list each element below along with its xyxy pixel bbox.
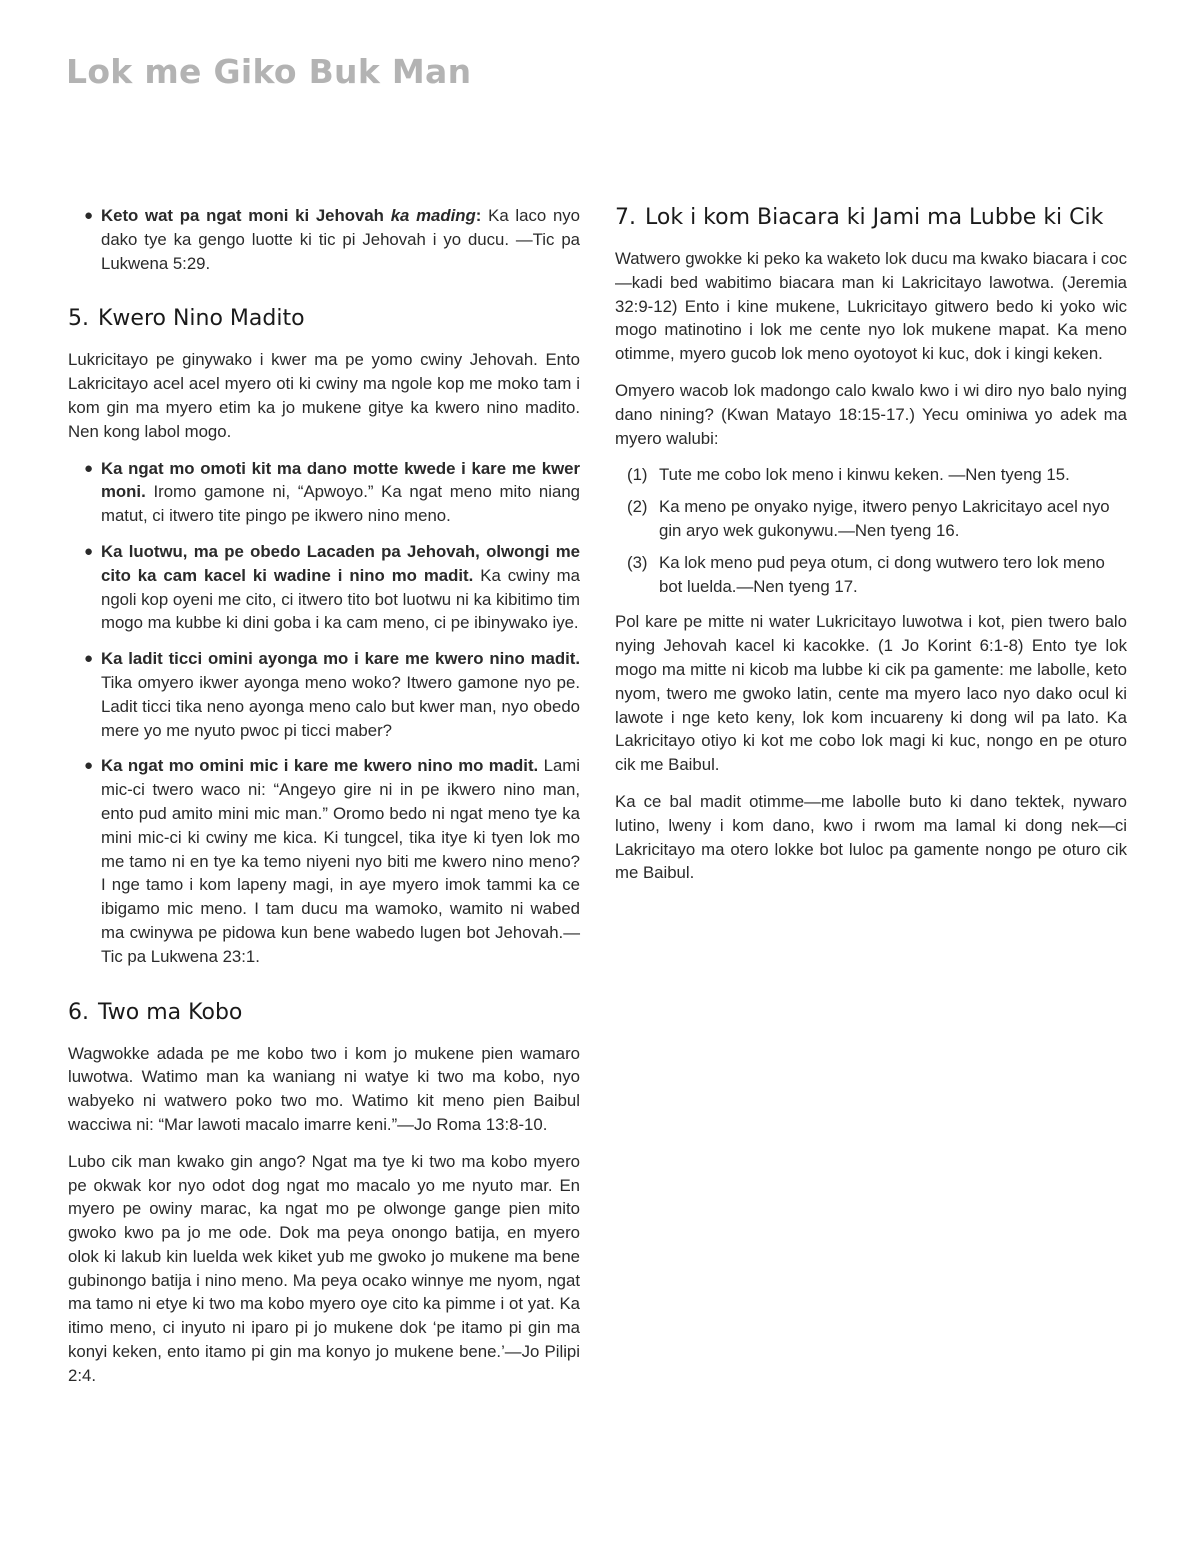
bullet-icon: ● [84,207,94,224]
list-item [627,495,1127,543]
list-item [84,204,580,275]
bullet-lead: Ka ngat mo omoti kit ma dano motte kwede i kare me kwer moni. [101,458,580,502]
step-text: Tute me cobo lok meno i kinwu keken. —Nen tyeng 15. [659,465,1070,485]
bullet-lead: Ka ladit ticci omini ayonga mo i kare me kwero nino madit. [101,649,580,669]
section-5-intro: Lukricitayo pe ginywako i kwer ma pe yomo cwiny Jehovah. Ento Lakricitayo acel acel myero oti ki cwiny ma ngole kop me moko tam i kom gin ma myero etim ka jo mukene gitye ka kwero nino madito. Nen kong labol mogo. [68,350,580,441]
section-7-paragraph-4: Ka ce bal madit otimme—me labolle buto ki dano tektek, nywaro lutino, lweny i kom dano, kwo i rwom ma lamal ki dong nek—ci Lakricitayo ma otero lokke bot luloc pa gamente nongo pe oturo cik me Baibul. [615,791,1127,883]
list-item [84,647,580,742]
bullet-text: Lami mic-ci twero waco ni: “Angeyo gire ni in pe ikwero nino man, ento pud amito mini mic man.” Oromo bedo ni ngat meno tye ka mini mic-ci ki cwiny me kica. Ki tungcel, tika itye ki tyen lok mo me tamo ni en tye ka temo niyeni nyo biti me kwero nino meno? I nge tamo i kom lapeny magi, in aye myero imok tammi ka ce ibigamo mic meno. I tam ducu ma wamoko, wamito ni wabed ma cwinywa pe pidowa kun bene wabedo lugen bot Jehovah.—Tic pa Lukwena 23:1. [101,756,580,966]
section-number: 6. [68,999,89,1025]
left-column [68,204,580,1401]
bullet-icon: ● [84,459,94,477]
section-title: Kwero Nino Madito [98,306,305,332]
bullet-lead: Ka ngat mo omini mic i kare me kwero nino mo madit. [101,756,539,776]
step-text: Ka meno pe onyako nyige, itwero penyo Lakricitayo acel nyo gin aryo wek gukonywu.—Nen tyeng 16. [659,497,1110,540]
running-head: Lok me Giko Buk Man [66,52,472,91]
list-item [84,457,580,528]
section-7-paragraph-1: Watwero gwokke ki peko ka waketo lok ducu ma kwako biacara i coc—kadi bed wabitimo biacara man ki Lakricitayo lawotwa. (Jeremia 32:9-12) Ento i kine mukene, Lukricitayo gitwero bedo ki yoko wic mogo matinotino i lok me cente nyo lok mukene mapat. Ka meno otimme, myero gucob lok meno oyotoyot ki kuc, dok i kingi keken. [615,249,1127,364]
right-column [615,204,1127,898]
section-7-paragraph-2: Omyero wacob lok madongo calo kwalo kwo i wi diro nyo balo nying dano nining? (Kwan Matayo 18:15-17.) Yecu ominiwa yo adek ma myero walubi: [615,380,1127,448]
bullet-lead-italic: ka mading [390,206,476,225]
bullet-text: Iromo gamone ni, “Apwoyo.” Ka ngat meno mito niang matut, ci itwero tite pingo pe ikwero nino meno. [101,482,580,526]
section-7-heading [615,204,1127,232]
section-title: Lok i kom Biacara ki Jami ma Lubbe ki Cik [645,205,1104,230]
section-5-heading [68,305,580,333]
section-6-paragraph-1: Wagwokke adada pe me kobo two i kom jo mukene pien wamaro luwotwa. Watimo man ka waniang ni watye ki two ma kobo, nyo wabyeko ni watwero poko two mo. Watimo kit meno pien Baibul wacciwa ni: “Mar lawoti macalo imarre keni.”—Jo Roma 13:8-10. [68,1043,580,1134]
bullet-text: Tika omyero ikwer ayonga meno woko? Itwero gamone nyo pe. Ladit ticci tika neno ayonga meno calo but kwer man, nyo obedo mere yo me nyuto pwoc pi ticci maber? [101,672,580,740]
list-item [627,463,1127,487]
list-item [627,551,1127,599]
steps-list [615,463,1127,598]
bullet-icon: ● [84,650,94,668]
bullet-text: Ka cwiny ma ngoli kop oyeni me cito, ci itwero tito bot luotwu ni ka kibitimo tim mogo ma kubbe ki dini goba i ka cam meno, ci pe ibinywako iye. [101,565,580,633]
step-text: Ka lok meno pud peya otum, ci dong wutwero tero lok meno bot luelda.—Nen tyeng 17. [659,552,1105,596]
step-number: (3) [627,552,648,572]
step-number: (1) [627,465,648,485]
section-6-paragraph-2: Lubo cik man kwako gin ango? Ngat ma tye ki two ma kobo myero pe okwak kor nyo odot dog ngat mo macalo yo me nyuto mar. En myero pe owiny marac, ka ngat mo pe olwonge gange pien mito gwoko kwo pa jo me ode. Dok ma peya onongo batija, en myero olok ki lakub kin luelda wek kiket yub me gwoko jo mukene ma bene gubinongo batija i nino meno. Ma peya ocako winnye me nyom, ngat ma tamo ni etye ki two ma kobo myero oye cito ka pimme i ot yat. Ka itimo meno, ci inyuto ni iparo pi jo mukene dok ‘pe itamo pi gin ma konyi keken, ento itamo pi gin ma konyo jo mukene bene.’—Jo Pilipi 2:4. [68,1151,580,1385]
section-7-paragraph-3: Pol kare pe mitte ni water Lukricitayo luwotwa i kot, pien twero balo nying Jehovah kacel ki kacokke. (1 Jo Korint 6:1-8) Ento tye lok mogo ma mitte ni kicob ma lubbe ki cik pa gamente: me labolle, keto nyom, twero me gwoko latin, cente ma myero laco nyo dako ocul ki lawote i nge keto keny, lok kom incuareny ki dong wil pa lato. Ka Lakricitayo otiyo ki kot me cobo lok magi ki kuc, nongo en pe oturo cik me Baibul. [615,612,1127,775]
section-title: Two ma Kobo [98,999,243,1025]
bullet-lead: Keto wat pa ngat moni ki Jehovah ka mading: [101,206,482,225]
section-number: 7. [615,205,636,230]
step-number: (2) [627,497,648,517]
section-6-heading [68,999,580,1027]
section-number: 5. [68,306,89,332]
intro-bullet-list [68,204,580,275]
bullet-icon: ● [84,542,94,560]
bullet-text: Ka laco nyo dako tye ka gengo luotte ki tic pi Jehovah i yo ducu. —Tic pa Lukwena 5:29. [101,206,581,273]
bullet-lead: Ka luotwu, ma pe obedo Lacaden pa Jehovah, olwongi me cito ka cam kacel ki wadine i nino mo madit. [101,541,580,585]
list-item [84,754,580,968]
section-5-bullets [68,457,580,969]
bullet-icon: ● [84,757,94,775]
list-item [84,540,580,635]
